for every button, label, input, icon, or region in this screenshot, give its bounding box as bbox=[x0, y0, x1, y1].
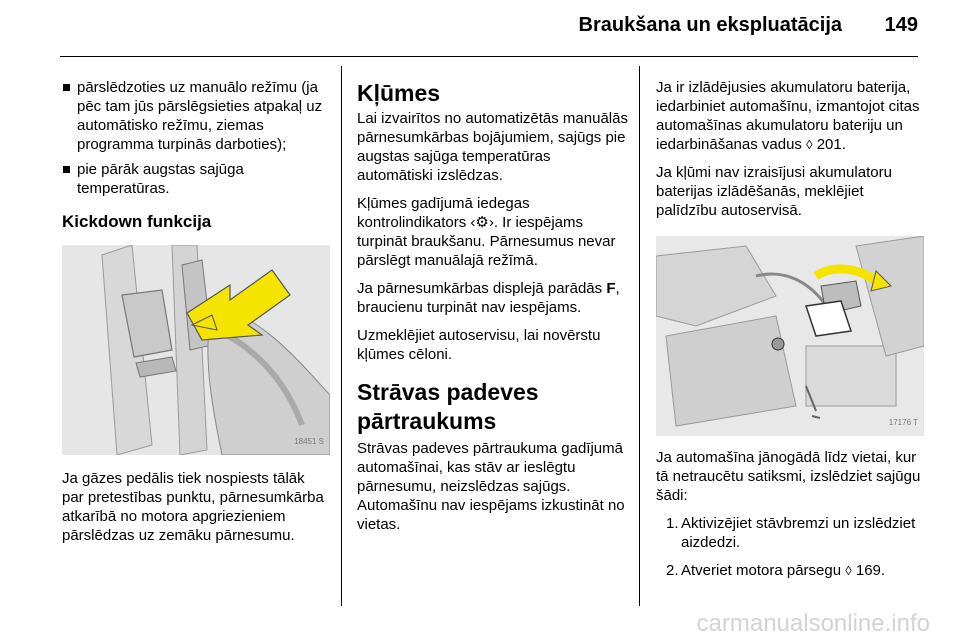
power-interruption-heading bbox=[357, 378, 629, 436]
figure-label: 18451 S bbox=[294, 437, 324, 446]
display-f-indicator: F bbox=[606, 280, 616, 297]
gearbox-warning-icon: ‹⚙› bbox=[470, 214, 494, 231]
watermark: carmanualsonline.info bbox=[696, 610, 930, 637]
battery-paragraph bbox=[656, 78, 924, 154]
faults-paragraph-4: Uzmeklējiet autoservisu, lai novērstu kļūmes cēloni. bbox=[357, 327, 601, 363]
kickdown-heading: Kickdown funkcija bbox=[62, 212, 212, 231]
step-text: Aktivizējiet stāvbremzi un izslēdziet aizdedzi. bbox=[681, 515, 916, 551]
power-heading-line-2: pārtraukums bbox=[357, 408, 497, 434]
faults-paragraph-2-start: Kļūmes gadījumā iedegas kontrolindikators bbox=[357, 195, 530, 231]
faults-paragraph-2 bbox=[357, 194, 629, 270]
left-column bbox=[62, 78, 330, 554]
kickdown-pedal-illustration bbox=[62, 245, 330, 455]
header-divider bbox=[60, 56, 918, 57]
column-divider-2 bbox=[639, 66, 640, 606]
figure-label: 17176 T bbox=[888, 418, 918, 427]
step-text: Atveriet motora pārsegu bbox=[681, 562, 842, 579]
bullet-item: pie pārāk augstas sajūga temperatūras. bbox=[62, 160, 330, 198]
faults-heading: Kļūmes bbox=[357, 80, 441, 106]
page-reference-icon: ◊ bbox=[806, 137, 813, 152]
clutch-steps-list bbox=[656, 514, 924, 580]
page-reference: 201. bbox=[816, 136, 846, 153]
column-divider-1 bbox=[341, 66, 342, 606]
faults-paragraph-2-end: . Ir iespējams turpināt braukšanu. Pārnesumus nevar pārslēgt manuālajā režīmā. bbox=[357, 214, 616, 269]
engine-drawing bbox=[656, 236, 924, 436]
page-number: 149 bbox=[884, 14, 918, 36]
pedal-drawing bbox=[62, 245, 330, 455]
step-number: 2. bbox=[666, 562, 679, 579]
kickdown-paragraph: Ja gāzes pedālis tiek nospiests tālāk par pretestības punktu, pārnesumkārba atkarībā no motora apgriezieniem pārslēdzas uz zemāku pārnesumu. bbox=[62, 470, 324, 544]
faults-paragraph-1: Lai izvairītos no automatizētās manuālās pārnesumkārbas bojājumiem, sajūgs pie augstas sajūga temperatūras automātiski izslēdzas. bbox=[357, 110, 628, 184]
service-paragraph: Ja kļūmi nav izraisījusi akumulatoru baterijas izlādēšanās, meklējiet palīdzību autoservisā. bbox=[656, 164, 892, 219]
faults-paragraph-3 bbox=[357, 279, 629, 317]
battery-paragraph-text: Ja ir izlādējusies akumulatoru baterija, iedarbiniet automašīnu, izmantojot citas automašīnas akumulatoru bateriju un iedarbināšanas vadus bbox=[656, 79, 920, 153]
faults-paragraph-3-end: , braucienu turpināt nav iespējams. bbox=[357, 280, 620, 316]
faults-paragraph-3-start: Ja pārnesumkārbas displejā parādās bbox=[357, 280, 607, 297]
step-number: 1. bbox=[666, 515, 679, 532]
right-column bbox=[656, 78, 924, 589]
power-paragraph: Strāvas padeves pārtraukuma gadījumā automašīnai, kas stāv ar ieslēgtu pārnesumu, neizslēdzas sajūgs. Automašīnu nav iespējams izkustināt no vietas. bbox=[357, 440, 625, 533]
bullet-item: pārslēdzoties uz manuālo režīmu (ja pēc tam jūs pārslēgsieties atpakaļ uz automātisko režīmu, ziemas programma turpinās darboties); bbox=[62, 78, 330, 154]
towing-paragraph: Ja automašīna jānogādā līdz vietai, kur tā netraucētu satiksmi, izslēdziet sajūgu šādi: bbox=[656, 449, 921, 504]
power-heading-line-1: Strāvas padeves bbox=[357, 379, 539, 405]
page-reference: 169. bbox=[855, 562, 886, 579]
page-title: Braukšana un ekspluatācija bbox=[578, 14, 842, 36]
list-item bbox=[656, 561, 924, 580]
list-item bbox=[656, 514, 924, 552]
page-reference-icon: ◊ bbox=[845, 563, 852, 578]
middle-column bbox=[357, 80, 629, 543]
engine-bay-illustration bbox=[656, 236, 924, 436]
